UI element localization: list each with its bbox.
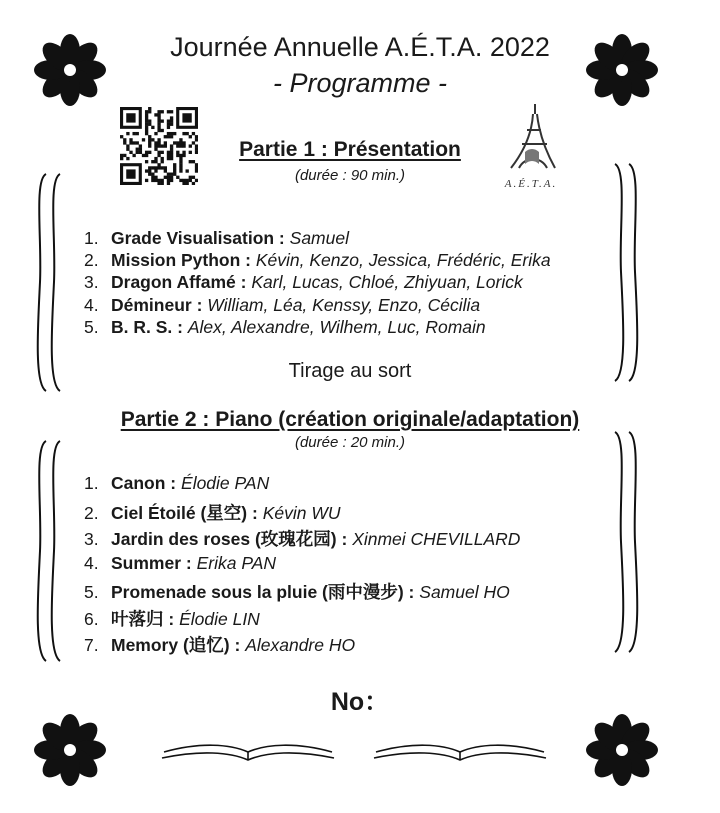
part2-heading: Partie 2 : Piano (création originale/adaptation) <box>120 408 580 431</box>
number-label: No： <box>330 688 390 716</box>
list-item: 3. Jardin des roses (玫瑰花园) : Xinmei CHEVILLARD <box>84 529 521 549</box>
list-item: 5. Promenade sous la pluie (雨中漫步) : Samuel HO <box>84 582 510 602</box>
left-brace-ornament-part1 <box>30 170 70 395</box>
eiffel-tower-logo-icon <box>505 100 561 180</box>
right-brace-ornament-part1 <box>605 160 645 385</box>
part2-list <box>84 473 520 659</box>
list-item: 4. Summer : Erika PAN <box>84 552 277 573</box>
logo-text: A.É.T.A. <box>504 178 558 190</box>
part1-heading: Partie 1 : Présentation <box>239 138 461 161</box>
list-item: 6. 叶落归 : Élodie LIN <box>84 608 260 629</box>
part1-list <box>84 228 551 339</box>
qr-code-icon[interactable] <box>120 107 198 185</box>
page-subtitle: - Programme - <box>272 68 448 98</box>
list-item: 2. Mission Python : Kévin, Kenzo, Jessica, Frédéric, Erika <box>84 250 551 271</box>
right-brace-ornament-part2 <box>605 428 645 656</box>
left-brace-ornament-part2 <box>30 437 70 665</box>
page-title: Journée Annuelle A.É.T.A. 2022 <box>170 32 550 62</box>
list-item: 5. B. R. S. : Alex, Alexandre, Wilhem, Luc, Romain <box>84 316 486 337</box>
list-item: 4. Démineur : William, Léa, Kenssy, Enzo, Cécilia <box>84 294 481 315</box>
part2-duration: (durée : 20 min.) <box>294 434 406 451</box>
list-item: 1. Canon : Élodie PAN <box>84 473 270 493</box>
flower-icon-bottom-right <box>582 710 662 790</box>
book-ornament-right <box>372 738 548 770</box>
book-ornament-left <box>160 738 336 770</box>
draw-label: Tirage au sort <box>288 360 412 382</box>
list-item: 7. Memory (追忆) : Alexandre HO <box>84 635 356 655</box>
flower-icon-bottom-left <box>30 710 110 790</box>
list-item: 1. Grade Visualisation : Samuel <box>84 228 349 248</box>
list-item: 2. Ciel Étoilé (星空) : Kévin WU <box>84 502 341 523</box>
list-item: 3. Dragon Affamé : Karl, Lucas, Chloé, Zhiyuan, Lorick <box>84 272 523 293</box>
part1-duration: (durée : 90 min.) <box>294 167 406 184</box>
